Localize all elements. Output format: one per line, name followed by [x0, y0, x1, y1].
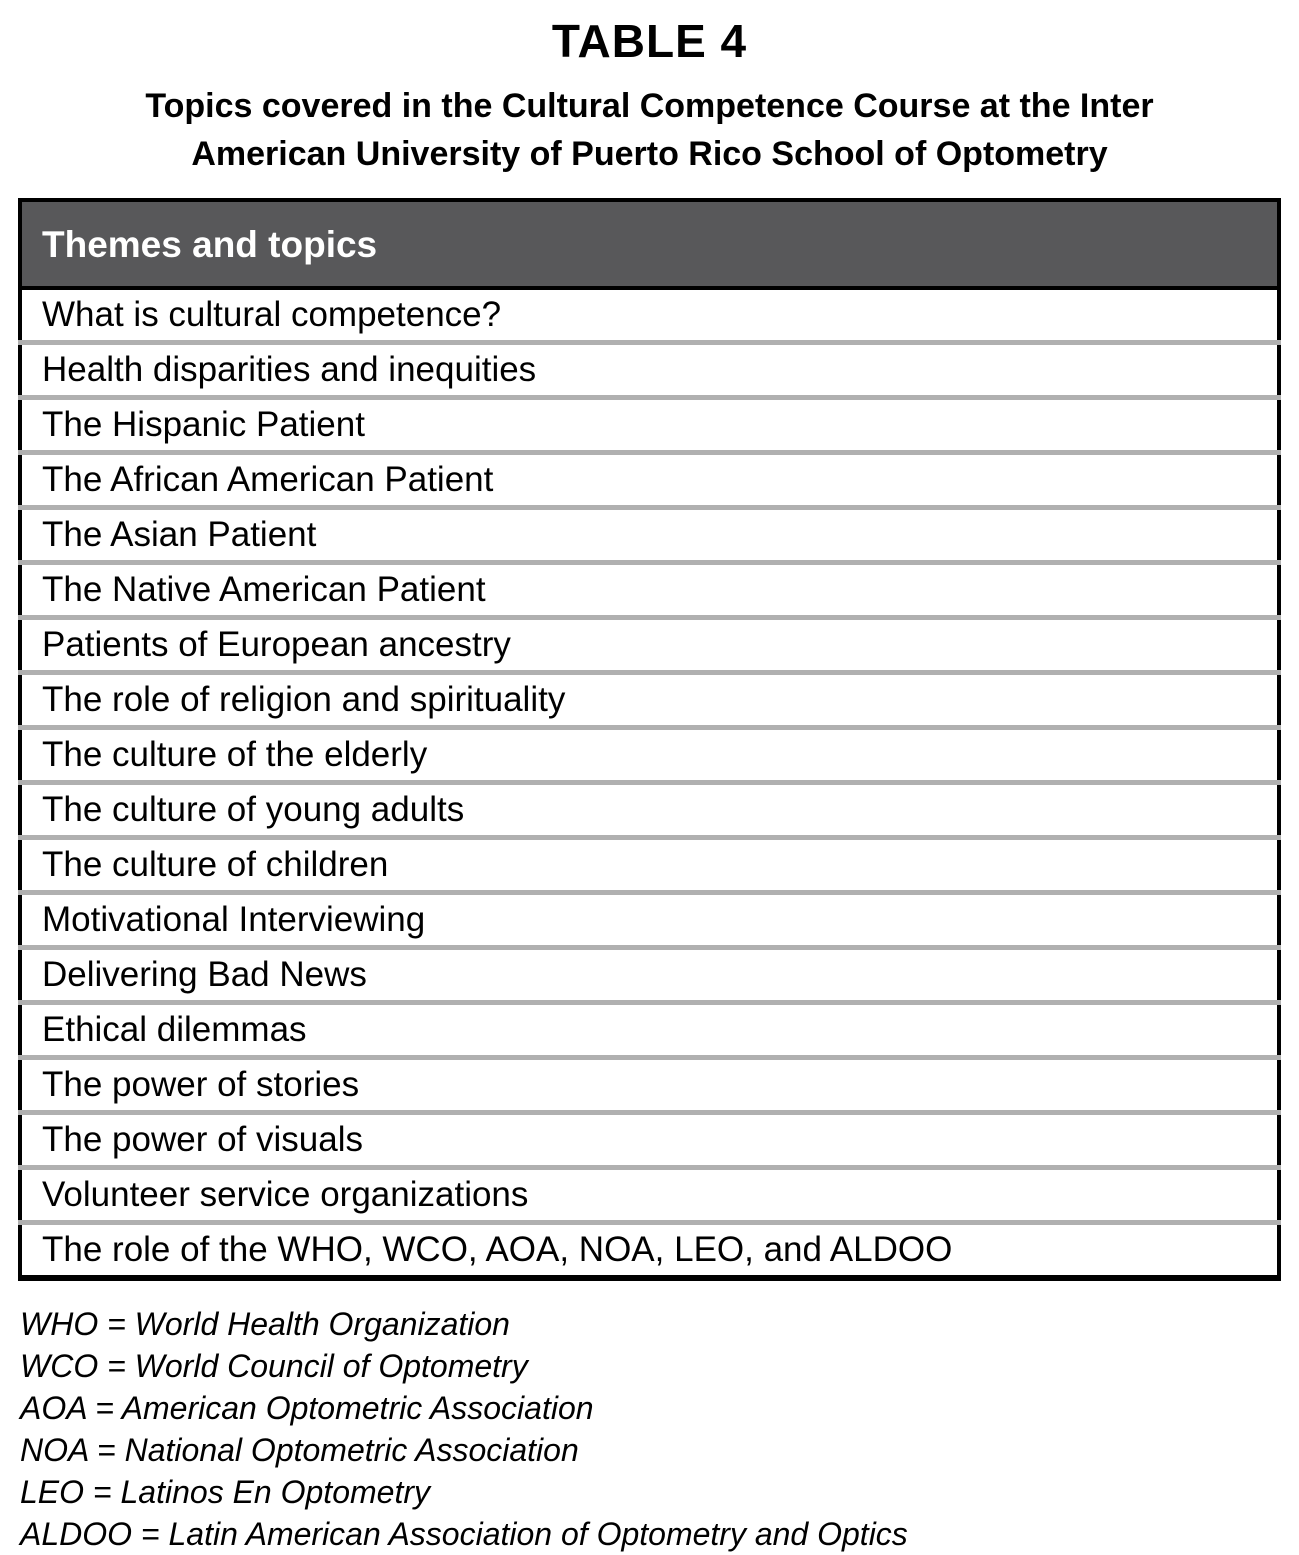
- table-number: TABLE 4: [551, 15, 748, 67]
- table-row: [20, 1113, 1279, 1168]
- table-row: [20, 1223, 1279, 1279]
- table-row: [20, 893, 1279, 948]
- topic-cell: Delivering Bad News: [20, 948, 1279, 1003]
- topic-cell: Motivational Interviewing: [20, 893, 1279, 948]
- topic-cell: Volunteer service organizations: [20, 1168, 1279, 1223]
- topic-cell: The Native American Patient: [20, 563, 1279, 618]
- table-row: [20, 1168, 1279, 1223]
- topics-table-body: [20, 288, 1279, 1278]
- table-row: [20, 453, 1279, 508]
- table-row: [20, 288, 1279, 343]
- table-caption: [18, 14, 1281, 178]
- table-row: [20, 343, 1279, 398]
- table-row: [20, 1058, 1279, 1113]
- topic-cell: The African American Patient: [20, 453, 1279, 508]
- footnote-line: WCO = World Council of Optometry: [20, 1348, 528, 1384]
- topic-cell: Patients of European ancestry: [20, 618, 1279, 673]
- topic-cell: The Hispanic Patient: [20, 398, 1279, 453]
- table-title-line-2: American University of Puerto Rico School of Optometry: [191, 135, 1108, 173]
- table-row: [20, 508, 1279, 563]
- footnote-line: NOA = National Optometric Association: [20, 1432, 579, 1468]
- table-title: [18, 82, 1281, 178]
- column-header-themes-and-topics: Themes and topics: [20, 200, 1279, 288]
- table-row: [20, 1003, 1279, 1058]
- topic-cell: The role of religion and spirituality: [20, 673, 1279, 728]
- table-row: [20, 563, 1279, 618]
- topic-cell: Health disparities and inequities: [20, 343, 1279, 398]
- topic-cell: Ethical dilemmas: [20, 1003, 1279, 1058]
- table-row: [20, 783, 1279, 838]
- table-row: [20, 673, 1279, 728]
- footnote-line: WHO = World Health Organization: [20, 1306, 510, 1342]
- footnote-line: AOA = American Optometric Association: [20, 1390, 594, 1426]
- topic-cell: What is cultural competence?: [42, 295, 502, 334]
- topic-cell: The culture of children: [20, 838, 1279, 893]
- topic-cell: The Asian Patient: [20, 508, 1279, 563]
- table-row: [20, 398, 1279, 453]
- footnotes: [18, 1303, 1281, 1555]
- topic-cell: The power of visuals: [20, 1113, 1279, 1168]
- table-row: [20, 728, 1279, 783]
- header-row: [20, 200, 1279, 288]
- table-row: [20, 618, 1279, 673]
- topic-cell: The role of the WHO, WCO, AOA, NOA, LEO, and ALDOO: [20, 1223, 1279, 1279]
- footnote-line: ALDOO = Latin American Association of Optometry and Optics: [20, 1516, 908, 1552]
- footnote-line: LEO = Latinos En Optometry: [20, 1474, 430, 1510]
- topic-cell: The culture of the elderly: [20, 728, 1279, 783]
- topic-cell: The power of stories: [20, 1058, 1279, 1113]
- topics-table-head: [20, 200, 1279, 288]
- table-title-line-1: Topics covered in the Cultural Competence Course at the Inter: [145, 87, 1154, 125]
- table-row: [20, 838, 1279, 893]
- topics-table: [18, 198, 1281, 1281]
- topic-cell: The culture of young adults: [20, 783, 1279, 838]
- table-row: [20, 948, 1279, 1003]
